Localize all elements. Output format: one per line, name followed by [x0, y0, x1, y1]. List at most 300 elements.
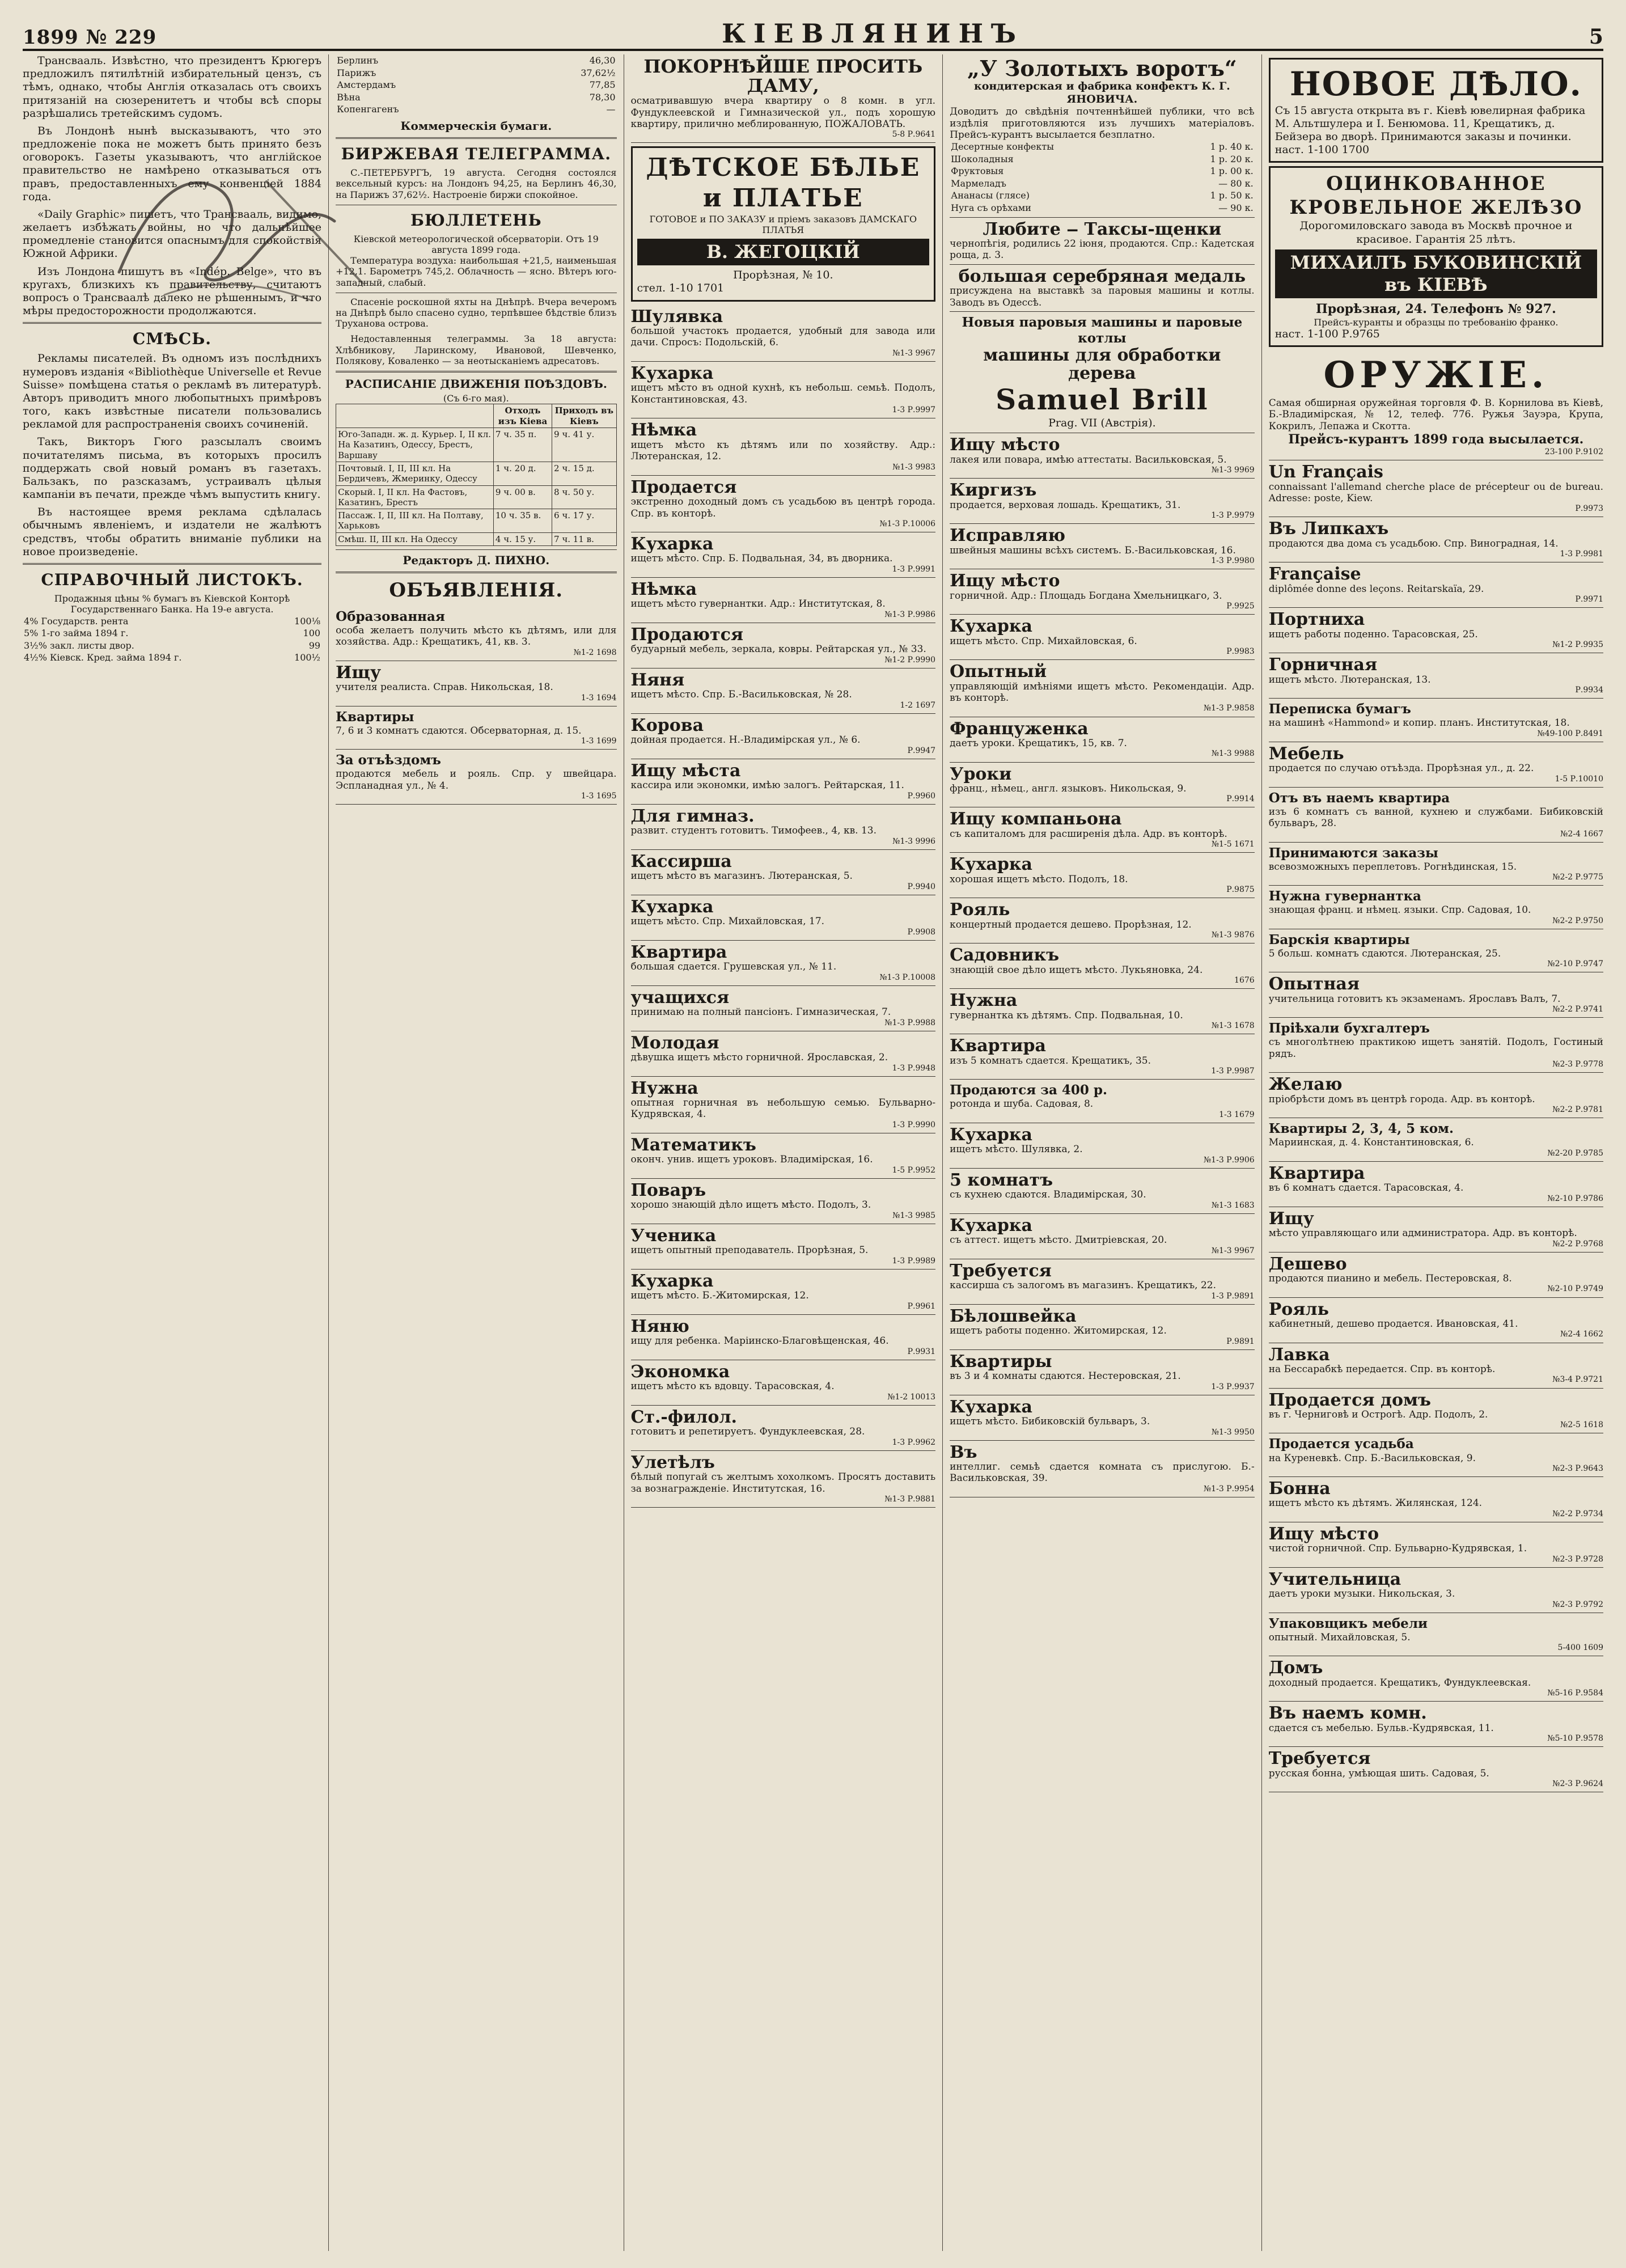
classified-ad [1269, 1118, 1603, 1162]
price-item: Десертные конфекты [951, 141, 1054, 153]
bulletin-text: Температура воздуха: наибольшая +21,5, наименьшая +12,1. Барометръ 745,2. Облачность — ясно. Вѣтеръ юго-западный, слабый. [336, 255, 617, 288]
ad-text: въ 3 и 4 комнаты сдаются. Нестеровская, 21. [950, 1370, 1181, 1382]
ad-headline: Кухарка [950, 1124, 1032, 1145]
ad-number: №2-2 Р.9775 [1552, 873, 1603, 882]
ad-address: Prag. VII (Австрія). [1048, 417, 1156, 430]
ad-headline: большая серебряная медаль [958, 266, 1246, 286]
rate-value: 46,30 [589, 55, 616, 66]
ad-number: 5-400 1609 [1557, 1643, 1603, 1653]
classified-ad [631, 1315, 936, 1360]
classified-ad [631, 941, 936, 986]
classified-ad [631, 476, 936, 532]
arrival-header: Приходъ въ Кіевъ [552, 404, 616, 428]
ad-text: концертный продается дешево. Прорѣзная, 12. [950, 919, 1192, 930]
ad-headline: Нѣмка [630, 420, 697, 441]
route-header [336, 404, 494, 428]
ad-number: №1-3 1683 [1211, 1200, 1255, 1210]
classified-ad [631, 1133, 936, 1179]
ad-number: №2-3 Р.9728 [1552, 1554, 1603, 1564]
classified-ad [1269, 886, 1603, 929]
ad-text: Съ 15 августа открыта въ г. Кіевѣ ювелирная фабрика М. Альтшулера и І. Бенюмова. 11, Крещатикъ, д. Бейзера во дворѣ. Принимаются заказы и починки. [1274, 104, 1586, 143]
ad-number: №2-3 Р.9792 [1552, 1600, 1603, 1609]
ad-number: 1-5 Р.9952 [892, 1165, 936, 1175]
classified-ad [1269, 460, 1603, 517]
ad-headline: Принимаются заказы [1268, 845, 1438, 861]
news-paragraph: Недоставленныя телеграммы. За 18 августа: Хлѣбникову, Ларинскому, Ивановой, Шевченко, Полякову, Коваленко — за неотысканіемъ адресатовъ. [336, 333, 617, 366]
ad-text: ищетъ опытный преподаватель. Прорѣзная, 5. [630, 1245, 869, 1256]
classified-ad [1269, 699, 1603, 742]
ad-headline: Квартира [1268, 1163, 1365, 1183]
ad-number: Р.9971 [1575, 595, 1603, 604]
ad-number: 1-5 Р.10010 [1555, 774, 1603, 784]
ad-headline: Бѣлошвейка [950, 1306, 1077, 1326]
security-name: 3½% закл. листы двор. [24, 640, 134, 651]
ad-number: стел. 1-10 1701 [637, 282, 725, 295]
train-route: Почтовый. I, II, III кл. На Бердичевъ, Жмеринку, Одессу [336, 462, 494, 485]
ad-text: большой участокъ продается, удобный для завода или дачи. Спросъ: Подольскій, 6. [630, 325, 936, 349]
featured-ad [1269, 350, 1603, 460]
ad-headline: Ищу компаньона [950, 809, 1122, 830]
ad-headline: Кухарка [630, 1271, 714, 1291]
ad-text: ищу для ребенка. Маріинско-Благовѣщенская, 46. [630, 1335, 889, 1347]
ad-text: въ г. Черниговѣ и Острогѣ. Адр. Подолъ, 2. [1268, 1409, 1488, 1420]
table-row [23, 615, 321, 628]
security-price: 100 [303, 628, 321, 639]
security-name: 5% 1-го займа 1894 г. [24, 628, 129, 639]
ad-headline: Нужна гувернантка [1268, 888, 1421, 904]
ad-subheadline: машины для обработки дерева [983, 345, 1221, 383]
ad-text: чернопѣгія, родились 22 іюня, продаются. Спр.: Кадетская роща, д. 3. [950, 238, 1255, 261]
ad-text: съ капиталомъ для расширенія дѣла. Адр. въ конторѣ. [950, 828, 1227, 840]
ad-headline: Новыя паровыя машины и паровые котлы [962, 315, 1243, 346]
ad-text: экстренно доходный домъ съ усадьбою въ центрѣ города. Спр. въ конторѣ. [630, 496, 936, 519]
classified-ad [1269, 1018, 1603, 1073]
ad-text: ищетъ работы поденно. Тарасовская, 25. [1268, 628, 1478, 640]
classified-ad [950, 1441, 1255, 1497]
classified-ad [1269, 1207, 1603, 1253]
ad-text: принимаю на полный пансіонъ. Гимназическая, 7. [630, 1006, 891, 1018]
ad-number: Р.9891 [1226, 1336, 1255, 1346]
classified-ad [336, 661, 616, 706]
ad-text: знающая франц. и нѣмец. языки. Спр. Садовая, 10. [1268, 904, 1531, 916]
ad-text: пріобрѣсти домъ въ центрѣ города. Адр. въ конторѣ. [1268, 1093, 1535, 1105]
ad-text: кабинетный, дешево продается. Ивановская, 41. [1268, 1318, 1518, 1330]
rate-name: Вѣна [337, 91, 361, 103]
train-arrival: 7 ч. 11 в. [552, 532, 616, 545]
classified-ad [950, 1305, 1255, 1350]
ad-text: на машинѣ «Hammond» и копир. планъ. Институтская, 18. [1268, 717, 1570, 729]
ad-text: ищетъ мѣсто. Спр. Б.-Васильковская, № 28. [630, 689, 852, 701]
classified-ad [336, 606, 616, 661]
ad-company-name: В. ЖЕГОЦКІЙ [637, 239, 930, 265]
ad-headline: Нѣмка [630, 579, 697, 599]
column-4 [942, 54, 1261, 2251]
classified-ad [1269, 608, 1603, 653]
ad-headline: Требуется [950, 1260, 1052, 1281]
classified-ad [631, 1224, 936, 1270]
ad-number: №1-3 Р.9986 [884, 610, 936, 619]
ad-number: 1676 [1234, 976, 1255, 985]
ad-text: опытная горничная въ небольшую семью. Бульварно-Кудрявская, 4. [630, 1097, 936, 1120]
train-arrival: 9 ч. 41 у. [552, 428, 616, 462]
classified-ad [1269, 1298, 1603, 1343]
ad-text: осматривавшую вчера квартиру о 8 комн. в угл. Фундуклеевской и Гимназической ул., подъ хорошую квартиру, прилично меблированную, ПОЖАЛОВАТЬ. [630, 95, 936, 130]
rate-name: Амстердамъ [337, 79, 396, 91]
divider [23, 563, 321, 565]
rate-name: Копенгагенъ [337, 104, 399, 115]
issue-date: 1899 № 229 [23, 26, 157, 49]
classified-ad [950, 763, 1255, 808]
ad-headline: Уроки [950, 764, 1012, 784]
ad-text: Доводитъ до свѣдѣнія почтеннѣйшей публики, что всѣ издѣлія приготовляются изъ лучшихъ матеріаловъ. Прейсъ-курантъ высылается безплатно. [950, 106, 1255, 141]
ad-headline: Кухарка [950, 1215, 1032, 1235]
ad-number: 1-3 Р.9981 [1560, 549, 1603, 559]
rate-value: 77,85 [589, 79, 616, 91]
ad-text: продается, верховая лошадь. Крещатикъ, 31. [950, 499, 1181, 511]
ad-text: франц., нѣмец., англ. языковъ. Никольская, 9. [950, 783, 1187, 794]
ad-headline: Ст.-филол. [630, 1407, 737, 1427]
classified-ad [631, 1451, 936, 1508]
smes-heading: СМѢСЬ. [132, 329, 212, 349]
table-row [336, 54, 616, 67]
ad-headline: Квартира [950, 1036, 1046, 1056]
ad-text: ищетъ мѣсто. Спр. Михайловская, 6. [950, 635, 1137, 647]
ad-number: №1-3 9996 [892, 836, 936, 846]
classified-ad [1269, 1747, 1603, 1792]
ad-headline: Продается домъ [1268, 1390, 1432, 1410]
classified-ad [950, 717, 1255, 763]
ad-headline: Садовникъ [950, 945, 1060, 966]
ad-number: №2-10 Р.9749 [1547, 1284, 1603, 1294]
column-1 [23, 54, 328, 2251]
ad-headline: Кухарка [630, 534, 714, 554]
ad-text: знающій свое дѣло ищетъ мѣсто. Лукьяновка, 24. [950, 964, 1203, 976]
ad-text: diplômée donne des leçons. Reitarskaïa, 29. [1268, 583, 1484, 595]
ad-number: №1-3 Р.10008 [879, 972, 936, 982]
classified-ad [631, 1270, 936, 1315]
ad-number: наст. 1-100 Р.9765 [1274, 327, 1380, 340]
ad-number: Р.9947 [907, 746, 936, 755]
ad-headline: Улетѣлъ [630, 1452, 715, 1472]
classified-ad [950, 1169, 1255, 1214]
ad-text: бѣлый попугай съ желтымъ хохолкомъ. Просятъ доставить за вознагражденіе. Институтская, 16. [630, 1471, 936, 1495]
ad-headline: Квартиры [950, 1351, 1052, 1372]
ad-number: №2-5 1618 [1560, 1420, 1603, 1430]
ad-headline: учащихся [630, 987, 730, 1008]
ad-text: кассирша съ залогомъ въ магазинъ. Крещатикъ, 22. [950, 1280, 1217, 1292]
ad-text: сдается съ мебелью. Бульв.-Кудрявская, 11. [1268, 1722, 1494, 1734]
ad-headline: Упаковщикъ мебели [1268, 1615, 1428, 1631]
classified-ad [1269, 929, 1603, 973]
ad-headline: Желаю [1268, 1074, 1343, 1095]
ad-number: №5-16 Р.9584 [1547, 1689, 1603, 1698]
ad-text: ищетъ мѣсто въ магазинъ. Лютеранская, 5. [630, 870, 853, 882]
ad-number: №2-4 1667 [1560, 829, 1603, 839]
ad-number: №2-2 Р.9781 [1552, 1105, 1603, 1115]
ad-text: швейныя машины всѣхъ системъ. Б.-Васильковская, 16. [950, 544, 1236, 556]
classified-ad [1269, 1613, 1603, 1657]
ad-text: ищетъ мѣсто. Бибиковскій бульваръ, 3. [950, 1416, 1150, 1428]
ad-text: Мариинская, д. 4. Константиновская, 6. [1268, 1137, 1474, 1149]
ad-headline: Экономка [630, 1361, 730, 1382]
ad-number: №2-10 Р.9786 [1547, 1194, 1603, 1203]
ad-headline: Ищу мѣста [630, 760, 741, 781]
ad-headline: Молодая [630, 1033, 719, 1053]
ad-number: 23-100 Р.9102 [1544, 447, 1603, 457]
ad-text: продается по случаю отъѣзда. Прорѣзная ул., д. 22. [1268, 763, 1534, 775]
table-row [23, 627, 321, 640]
ad-text: ищетъ мѣсто къ дѣтямъ или по хозяйству. Адр.: Лютеранская, 12. [630, 439, 936, 463]
security-price: 99 [308, 640, 321, 651]
train-departure: 4 ч. 15 у. [493, 532, 552, 545]
classified-ad [631, 850, 936, 895]
ad-number: №1-3 Р.9906 [1203, 1155, 1255, 1165]
classified-ad [1269, 788, 1603, 843]
ad-headline: Любите ‒ Таксы-щенки [983, 219, 1222, 239]
ad-number: 1-3 Р.9948 [892, 1063, 936, 1073]
table-row [950, 202, 1255, 214]
ad-number: №1-3 9967 [1211, 1246, 1255, 1255]
ad-number: №1-3 Р.9988 [884, 1018, 936, 1027]
ad-text: Дорогомиловскаго завода въ Москвѣ прочное и красивое. Гарантія 25 лѣтъ. [1299, 219, 1573, 246]
ad-number: 1-3 Р.9891 [1211, 1291, 1255, 1301]
ad-number: №1-3 Р.10006 [879, 519, 936, 528]
classified-ad [950, 853, 1255, 898]
featured-ad [950, 54, 1255, 218]
classified-ad [1269, 1656, 1603, 1702]
rate-value: 78,30 [589, 91, 616, 103]
ad-text: готовитъ и репетируетъ. Фундуклеевская, 28. [630, 1426, 865, 1438]
ad-number: 1-2 1697 [900, 700, 936, 710]
train-route: Скорый. I, II кл. На Фастовъ, Казатинъ, Брестъ [336, 485, 494, 509]
train-route: Смѣш. II, III кл. На Одессу [336, 532, 494, 545]
classified-ad [950, 1395, 1255, 1441]
ad-headline: Исправляю [950, 526, 1065, 546]
ad-text: продаются пианино и мебель. Пестеровская, 8. [1268, 1273, 1512, 1285]
ad-headline: Бонна [1268, 1478, 1331, 1499]
ad-number: 5-8 Р.9641 [892, 130, 936, 139]
ad-text: учителя реалиста. Справ. Никольская, 18. [336, 682, 553, 693]
classified-ad [1269, 843, 1603, 886]
ad-number: №2-3 Р.9778 [1552, 1060, 1603, 1069]
ad-headline: ДѢТСКОЕ БѢЛЬЕ и ПЛАТЬЕ [646, 153, 921, 213]
ad-number: №3-4 Р.9721 [1552, 1375, 1603, 1385]
ad-headline: Un Français [1268, 462, 1383, 483]
table-row [23, 640, 321, 652]
spravochny-subheading: Продажныя цѣны % бумагъ въ Кіевской Конторѣ Государственнаго Банка. На 19-е августа. [54, 593, 290, 615]
rates-subheading: Коммерческія бумаги. [400, 119, 552, 133]
ad-text: на Бессарабкѣ передается. Спр. въ конторѣ. [1268, 1364, 1496, 1376]
table-row [23, 651, 321, 664]
ad-text: хорошая ищетъ мѣсто. Подолъ, 18. [950, 873, 1128, 885]
classified-ad [631, 1031, 936, 1077]
ad-text: хорошо знающій дѣло ищетъ мѣсто. Подолъ, 3. [630, 1199, 871, 1211]
ad-headline: Математикъ [630, 1135, 756, 1155]
ad-number: №1-5 1671 [1211, 840, 1255, 849]
ad-number: №2-3 Р.9643 [1552, 1463, 1603, 1473]
ad-headline: Нужна [950, 991, 1018, 1011]
ad-number: №2-3 Р.9624 [1552, 1779, 1603, 1789]
price-value: 1 р. 50 к. [1210, 190, 1254, 201]
featured-ad [950, 218, 1255, 265]
rate-value: — [606, 104, 616, 115]
ad-headline: Горничная [1268, 655, 1378, 675]
table-row [336, 91, 616, 104]
classified-ad [1269, 1433, 1603, 1477]
bulletin-heading: БЮЛЛЕТЕНЬ [410, 210, 542, 230]
divider [336, 549, 616, 550]
classified-ad [950, 615, 1255, 660]
ad-number: Р.9925 [1226, 602, 1255, 611]
ads-heading: ОБЪЯВЛЕНІЯ. [389, 579, 564, 602]
ad-text: 5 больш. комнатъ сдаются. Лютеранская, 25. [1268, 947, 1501, 959]
ad-headline: Ищу [1268, 1208, 1314, 1229]
ad-text: ищетъ мѣсто. Шулявка, 2. [950, 1144, 1083, 1156]
ad-headline: Барскія квартиры [1268, 932, 1410, 947]
ad-number: №2-2 Р.9734 [1552, 1509, 1603, 1518]
ad-headline: Ищу мѣсто [950, 571, 1060, 591]
ad-headline: 5 комнатъ [950, 1170, 1053, 1190]
ad-headline: ПОКОРНѢЙШЕ ПРОСИТЬ ДАМУ, [643, 56, 923, 96]
classified-ad [950, 1080, 1255, 1123]
ad-text: ищетъ работы поденно. Житомирская, 12. [950, 1325, 1167, 1337]
ad-text: ротонда и шуба. Садовая, 8. [950, 1098, 1094, 1110]
price-item: Мармеладъ [951, 177, 1006, 189]
ad-headline: Въ наемъ комн. [1268, 1703, 1427, 1724]
lead-paragraph: Изъ Лондона пишутъ въ «Indép. Belge», что въ кругахъ, близкихъ къ правительству, считаютъ вопросъ о Трансваалѣ далеко не рѣшеннымъ, и что мѣры предосторожности продолжаются. [23, 265, 322, 318]
columns [23, 54, 1603, 2251]
ad-number: №1-2 10013 [887, 1392, 936, 1402]
ad-headline: Требуется [1268, 1749, 1371, 1769]
column-5 [1261, 54, 1603, 2251]
classified-ad [1269, 1522, 1603, 1568]
table-row [336, 485, 616, 509]
ad-text: даетъ уроки. Крещатикъ, 15, кв. 7. [950, 738, 1127, 750]
ad-headline: Въ Липкахъ [1268, 519, 1389, 539]
ad-headline: Кухарка [950, 1397, 1032, 1417]
divider [336, 572, 616, 573]
ad-number: 1-3 1679 [1219, 1110, 1255, 1119]
ad-number: №1-3 Р.9954 [1203, 1484, 1255, 1493]
smes-paragraph: Такъ, Викторъ Гюго разсылалъ своимъ почитателямъ письма, въ которыхъ просилъ поддержать свой новый романъ въ газетахъ. Бальзакъ, по разсказамъ, устраивалъ цѣлыя кампаніи въ печати, прежде чѣмъ выпустить книгу. [23, 435, 322, 501]
ad-headline: Продается [630, 477, 737, 497]
ad-subheadline: ГОТОВОЕ и ПО ЗАКАЗУ и пріемъ заказовъ ДАМСКАГО ПЛАТЬЯ [649, 213, 917, 235]
train-departure: 10 ч. 35 в. [493, 509, 552, 533]
ad-headline: Нужна [630, 1078, 698, 1098]
ad-headline: Продаются за 400 р. [950, 1082, 1108, 1098]
ad-headline: Учительница [1268, 1569, 1401, 1589]
ad-text: Самая обширная оружейная торговля Ф. В. Корнилова въ Кіевѣ, Б.-Владимірская, № 12, телеф. 776. Ружья Зауэра, Крупа, Кокрилъ, Лепажа и Скотта. [1268, 397, 1603, 432]
featured-ad [631, 54, 936, 143]
classified-ad [631, 418, 936, 475]
classified-ad [631, 1360, 936, 1406]
ad-number: 1-3 Р.9937 [1211, 1382, 1255, 1391]
column-2 [328, 54, 623, 2251]
classified-ad [950, 524, 1255, 569]
ad-text: ищетъ мѣсто гувернантки. Адр.: Институтская, 8. [630, 598, 886, 610]
smes-paragraph: Рекламы писателей. Въ одномъ изъ послѣднихъ нумеровъ изданія «Bibliothèque Universelle et Revue Suisse» помѣщена статья о рекламѣ въ литературѣ. Авторъ приводитъ много любопытныхъ примѣровъ того, какъ извѣстные писатели пользовались рекламой для распространенія своихъ сочиненій. [23, 352, 322, 431]
classified-ad [1269, 562, 1603, 608]
price-value: — 80 к. [1218, 177, 1254, 189]
ad-headline: Квартиры [336, 709, 414, 725]
ad-text: особа желаетъ получить мѣсто къ дѣтямъ, или для хозяйства. Адр.: Крещатикъ, 41, кв. 3. [336, 624, 617, 648]
classified-ad [631, 623, 936, 668]
ad-number: №2-2 Р.9750 [1552, 916, 1603, 925]
ad-text: опытный. Михайловская, 5. [1268, 1631, 1411, 1643]
ad-number: 1-3 Р.9990 [892, 1120, 936, 1129]
price-value: 1 р. 00 к. [1210, 166, 1254, 177]
table-row [950, 177, 1255, 190]
smes-paragraph: Въ настоящее время реклама сдѣлалась обычнымъ явленіемъ, и издатели не жалѣютъ средствъ, чтобы обратить вниманіе публики на новое произведеніе. [23, 506, 322, 558]
divider [336, 137, 616, 139]
news-paragraph: Спасеніе роскошной яхты на Днѣпрѣ. Вчера вечеромъ на Днѣпрѣ было спасено судно, терпѣвшее бѣдствіе близъ Труханова острова. [336, 296, 617, 329]
table-row [336, 532, 616, 545]
telegram-heading: БИРЖЕВАЯ ТЕЛЕГРАММА. [341, 144, 611, 163]
table-row [336, 67, 616, 79]
ad-text: съ аттест. ищетъ мѣсто. Дмитріевская, 20. [950, 1234, 1167, 1246]
classified-ad [950, 660, 1255, 717]
ad-headline: ОЦИНКОВАННОЕ КРОВЕЛЬНОЕ ЖЕЛѢЗО [1289, 172, 1583, 219]
ad-number: №2-2 Р.9741 [1552, 1005, 1603, 1014]
ad-number: №5-10 Р.9578 [1547, 1734, 1603, 1744]
ad-text: будуарный мебель, зеркала, ковры. Рейтарская ул., № 33. [630, 644, 926, 655]
ad-headline: Ищу мѣсто [950, 435, 1060, 455]
ad-headline: Рояль [950, 900, 1010, 920]
security-price: 100½ [294, 652, 321, 663]
classified-ad [950, 1259, 1255, 1305]
classified-ad [950, 569, 1255, 615]
lead-paragraph: Трансвааль. Извѣстно, что президентъ Крюгеръ предложилъ пятилѣтній избирательный цензъ, съ тѣмъ, однако, чтобы Англія отказалась отъ своихъ притязаній на сюзеренитетъ и чтобы всѣ споры разрѣшались третейскимъ судомъ. [23, 54, 322, 120]
ad-text: горничной. Адр.: Площадь Богдана Хмельницкаго, 3. [950, 590, 1222, 602]
classified-ads-list [950, 433, 1255, 1497]
ad-text: лакея или повара, имѣю аттестаты. Васильковская, 5. [950, 454, 1227, 466]
classified-ad [631, 805, 936, 850]
ad-text: учительница готовитъ къ экзаменамъ. Ярославъ Валъ, 7. [1268, 993, 1561, 1005]
classified-ad [1269, 1389, 1603, 1434]
train-route: Юго-Западн. ж. д. Курьер. I, II кл. На Казатинъ, Одессу, Брестъ, Варшаву [336, 428, 494, 462]
ad-text: дойная продается. Н.-Владимірская ул., № 6. [630, 734, 861, 746]
classified-ad [1269, 742, 1603, 788]
featured-ad [950, 265, 1255, 312]
featured-ad [1269, 166, 1603, 347]
price-value: 1 р. 20 к. [1210, 153, 1254, 164]
ad-text: интеллиг. семьѣ сдается комната съ прислугою. Б.-Васильковская, 39. [950, 1461, 1255, 1484]
ad-headline: Отъ въ наемъ квартира [1268, 790, 1450, 806]
ad-text: 7, 6 и 3 комнатъ сдаются. Обсерваторная, д. 15. [336, 725, 582, 737]
classified-ad [336, 750, 616, 805]
ad-headline: Поваръ [630, 1180, 706, 1200]
ad-number: №1-3 1678 [1211, 1021, 1255, 1031]
classified-ad [631, 714, 936, 759]
ad-text: продаются мебель и рояль. Спр. у швейцара. Эспланадная ул., № 4. [336, 768, 617, 792]
ad-number: №1-3 9985 [892, 1211, 936, 1220]
ad-number: 1-3 Р.9997 [892, 405, 936, 415]
security-name: 4% Государств. рента [24, 615, 129, 627]
spravochny-table [23, 615, 321, 664]
table-row [336, 509, 616, 533]
ad-text: дѣвушка ищетъ мѣсто горничной. Ярославская, 2. [630, 1052, 888, 1064]
ad-number: №1-3 9876 [1211, 930, 1255, 940]
ad-text: съ многолѣтнею практикою ищетъ занятій. Подолъ, Гостиный рядъ. [1268, 1036, 1603, 1060]
ad-subheadline: кондитерская и фабрика конфектъ К. Г. ЯНОВИЧА. [974, 79, 1230, 106]
ad-headline: Дешево [1268, 1254, 1347, 1274]
ad-headline: Кухарка [950, 854, 1032, 875]
ad-address: Прорѣзная, № 10. [733, 269, 833, 282]
ad-number: №1-2 Р.9935 [1552, 640, 1603, 650]
classified-ad [631, 305, 936, 362]
classified-ad [950, 1034, 1255, 1080]
ad-headline: Француженка [950, 718, 1089, 739]
